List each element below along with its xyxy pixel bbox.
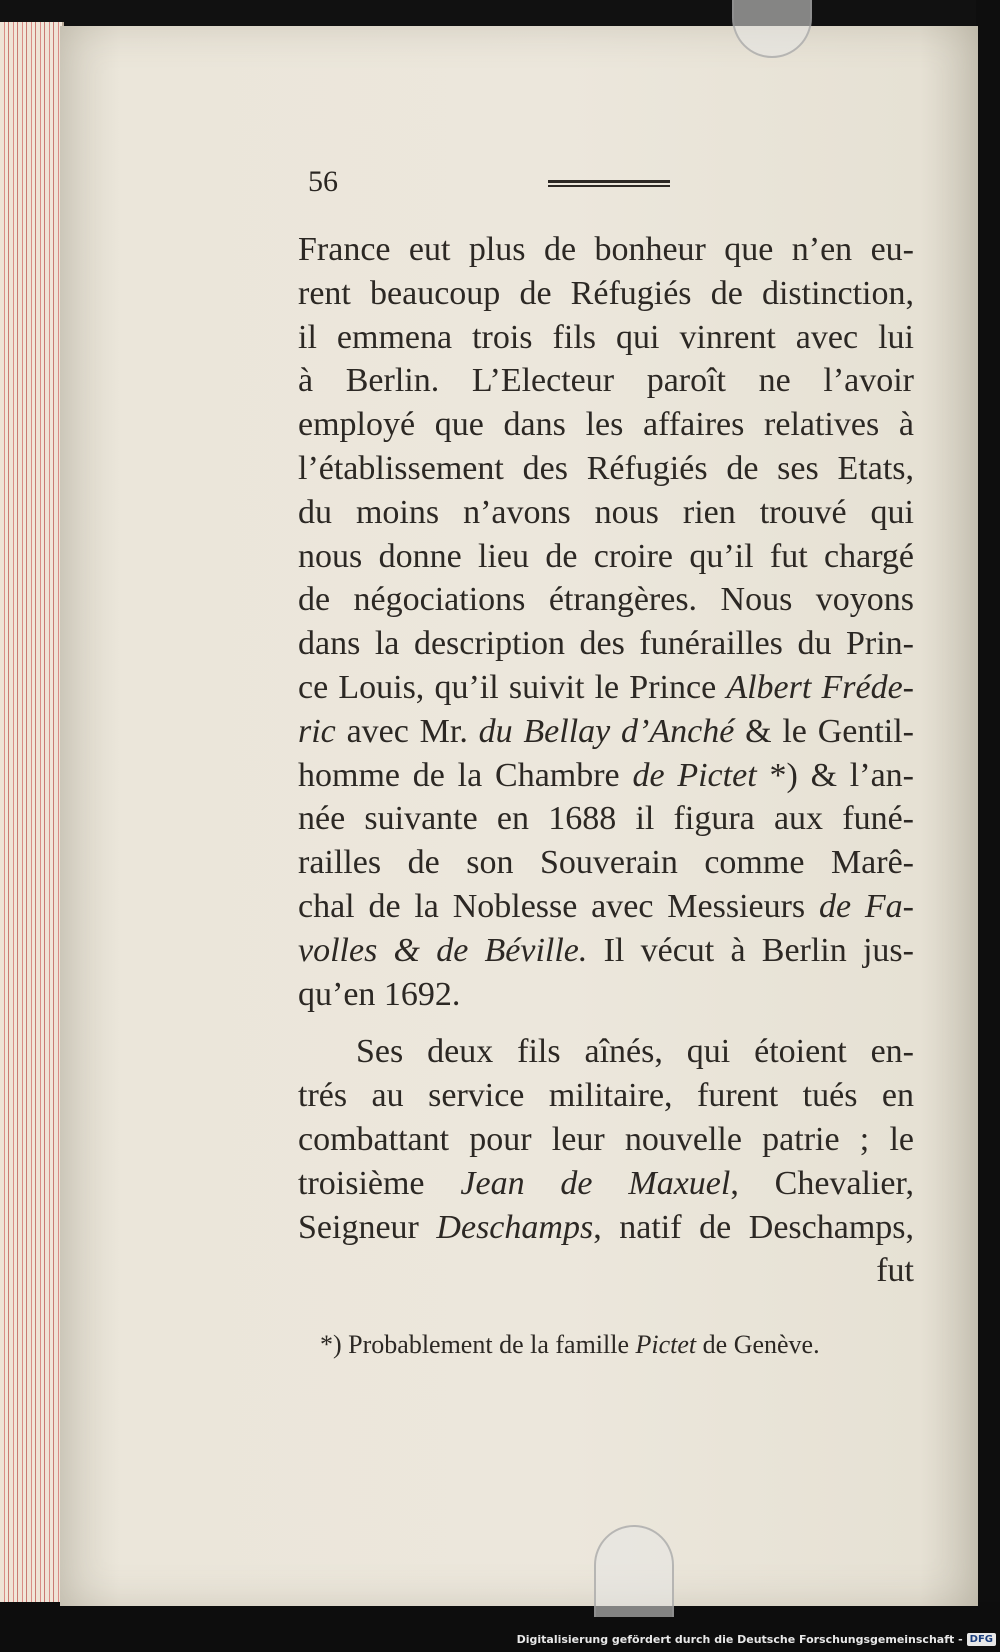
text-line: il emmena trois fils qui vinrent avec lui [298, 318, 914, 356]
book-page-edges [0, 22, 64, 1602]
text-line: combattant pour leur nouvelle patrie ; le [298, 1120, 914, 1158]
text-line: du moins n’avons nous rien trouvé qui [298, 493, 914, 531]
text-line [298, 666, 914, 710]
text-span: & le Gentil- [734, 712, 914, 750]
text-line [298, 1162, 914, 1206]
text-line: dans la description des funérailles du Prin- [298, 625, 914, 663]
text-span: Seigneur [298, 1208, 437, 1246]
paragraph-gap [298, 1016, 914, 1030]
catchword: fut [876, 1252, 914, 1290]
text-span: , natif de Deschamps, [593, 1208, 914, 1246]
page-number: 56 [308, 165, 338, 198]
text-line: Ses deux fils aînés, qui étoient en- [356, 1033, 914, 1071]
text-span: *) Probablement de la famille [320, 1330, 636, 1359]
text-line: employé que dans les affaires relatives à [298, 406, 914, 444]
text-span: de Genève. [696, 1330, 820, 1359]
name-pictet-footnote: Pictet [635, 1330, 697, 1359]
dfg-logo: DFG [967, 1633, 996, 1646]
text-line [298, 885, 914, 929]
text-line [298, 1206, 914, 1250]
name-du-bellay: du Bellay d’Anché [478, 712, 735, 750]
name-beville: volles & de Béville. [298, 931, 588, 969]
text-span: avec Mr. [335, 712, 479, 750]
text-line: France eut plus de bonheur que n’en eu- [298, 231, 914, 268]
text-line: née suivante en 1688 il figura aux funé- [298, 800, 914, 838]
name-jean-de-maxuel: Jean de Maxuel [460, 1164, 731, 1202]
text-line: l’établissement des Réfugiés de ses Etats, [298, 449, 914, 487]
text-line: trés au service militaire, furent tués en [298, 1077, 914, 1115]
text-line: railles de son Souverain comme Marê- [298, 844, 914, 882]
page-clip-bottom [594, 1525, 674, 1617]
text-line [298, 710, 914, 754]
funding-credit [517, 1628, 996, 1650]
name-pictet: de Pictet [632, 756, 757, 794]
text-span: Il vécut à Berlin jus- [587, 931, 914, 969]
body-text [298, 228, 914, 1293]
text-line [298, 929, 914, 973]
text-span: troisième [298, 1164, 461, 1202]
name-deschamps: Deschamps [436, 1208, 594, 1246]
footnote [320, 1330, 910, 1360]
text-line [298, 754, 914, 798]
text-span: homme de la Chambre [298, 756, 633, 794]
text-line: nous donne lieu de croire qu’il fut chargé [298, 537, 914, 575]
header-rule [548, 180, 670, 190]
text-span: ce Louis, qu’il suivit le Prince [298, 668, 727, 706]
text-line: de négociations étrangères. Nous voyons [298, 581, 914, 619]
name-de-favolles: de Fa- [818, 887, 914, 925]
text-line: à Berlin. L’Electeur paroît ne l’avoir [298, 362, 914, 400]
text-span: *) & l’an- [756, 756, 914, 794]
name-ric: ric [298, 712, 336, 750]
name-albert-frederic: Albert Fréde- [726, 668, 914, 706]
text-line: qu’en 1692. [298, 975, 461, 1013]
text-span: chal de la Noblesse avec Messieurs [298, 887, 819, 925]
scan-background-right [976, 0, 1000, 1652]
text-span: , Chevalier, [730, 1164, 914, 1202]
credit-text: Digitalisierung gefördert durch die Deutsche Forschungsgemeinschaft - [516, 1632, 963, 1646]
text-line: rent beaucoup de Réfugiés de distinction, [298, 274, 914, 312]
